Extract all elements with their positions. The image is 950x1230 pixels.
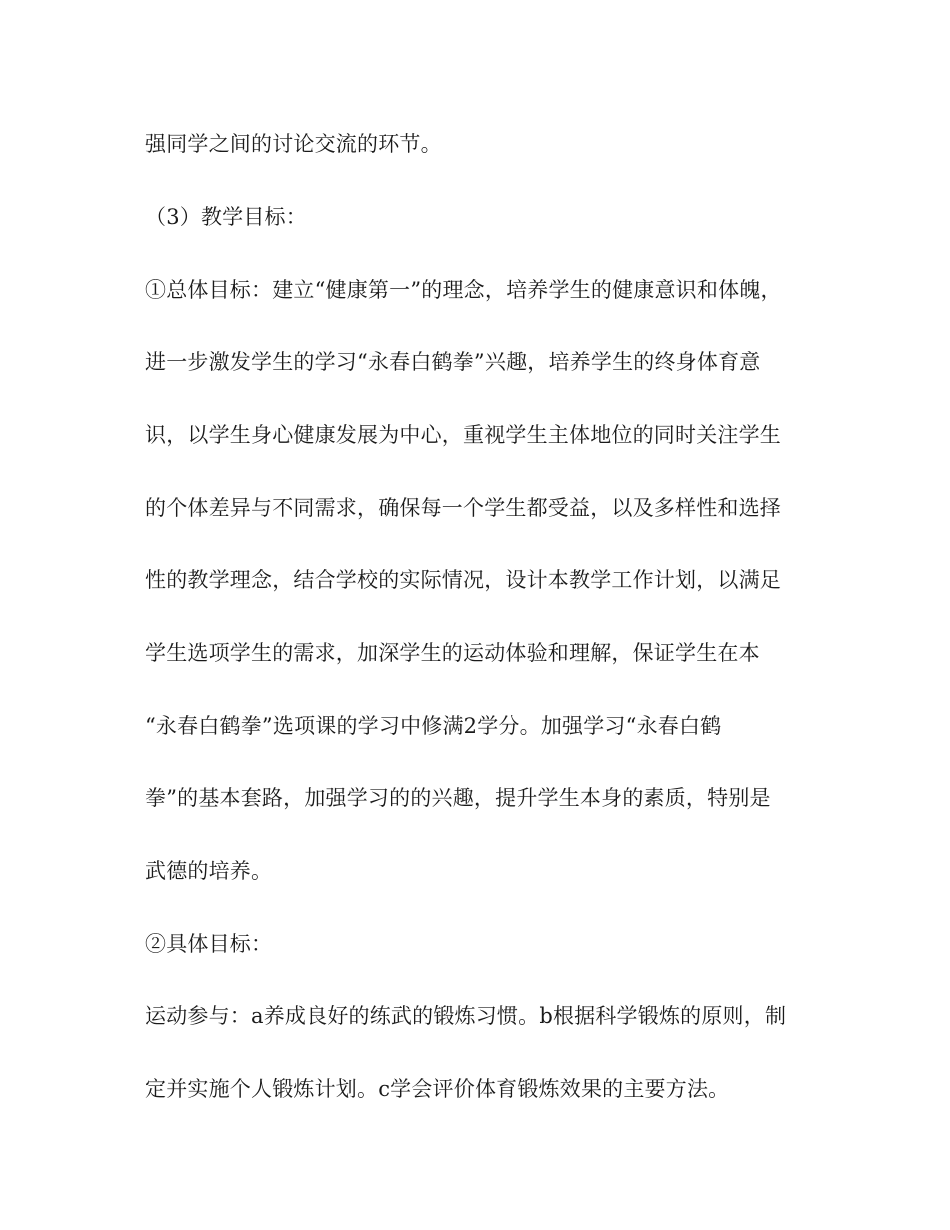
text-line: 的个体差异与不同需求，确保每一个学生都受益，以及多样性和选择 [145, 496, 781, 520]
text-line: 性的教学理念，结合学校的实际情况，设计本教学工作计划，以满足 [145, 568, 781, 592]
text-line: 运动参与：a养成良好的练武的锻炼习惯。b根据科学锻炼的原则，制 [145, 1004, 787, 1028]
text-line: 进一步激发学生的学习“永春白鹤拳”兴趣，培养学生的终身体育意 [145, 350, 761, 374]
text-line: 识，以学生身心健康发展为中心，重视学生主体地位的同时关注学生 [145, 423, 781, 447]
section-heading: ②具体目标： [145, 932, 273, 956]
text-line: 学生选项学生的需求，加深学生的运动体验和理解，保证学生在本 [145, 641, 760, 665]
section-heading: （3）教学目标： [145, 205, 307, 229]
text-line: ①总体目标：建立“健康第一”的理念，培养学生的健康意识和体魄， [145, 278, 782, 302]
text-line: 强同学之间的讨论交流的环节。 [145, 132, 442, 156]
text-line: 定并实施个人锻炼计划。c学会评价体育锻炼效果的主要方法。 [145, 1077, 730, 1101]
text-line: 武德的培养。 [145, 859, 273, 883]
text-line: “永春白鹤拳”选项课的学习中修满2学分。加强学习“永春白鹤 [145, 714, 722, 738]
text-line: 拳”的基本套路，加强学习的的兴趣，提升学生本身的素质，特别是 [145, 786, 771, 810]
